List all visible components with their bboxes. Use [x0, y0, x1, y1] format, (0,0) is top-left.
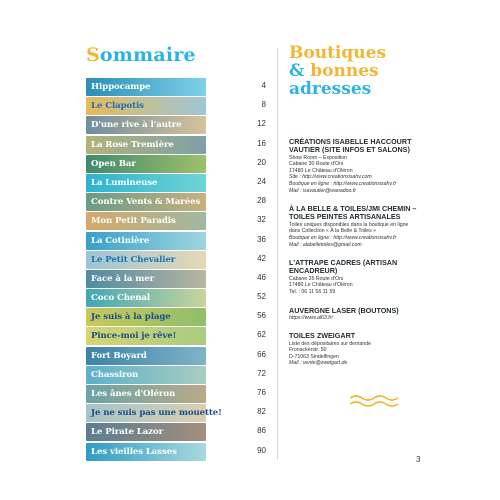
table-of-contents — [86, 44, 266, 462]
toc-item-label: Pince-moi je rêve! — [91, 331, 177, 342]
shop-entry — [289, 138, 439, 194]
toc-row — [86, 174, 266, 193]
toc-item-label: Les vieilles Lasses — [91, 446, 177, 457]
toc-item-label: Le Clapotis — [91, 101, 144, 112]
toc-item-label: Fort Boyard — [91, 350, 147, 361]
shop-detail-line: Toiles uniques disponibles dans la boutique en ligne — [289, 221, 409, 228]
column-divider — [277, 48, 278, 460]
toc-item-page: 42 — [257, 253, 266, 263]
toc-row — [86, 78, 266, 97]
toc-item-page: 72 — [257, 368, 266, 378]
toc-item-label: Mon Petit Paradis — [91, 216, 176, 227]
toc-item-label: La Lumineuse — [91, 177, 158, 188]
shop-name: TOILES ZWEIGART — [289, 331, 356, 341]
toc-item-page: 46 — [257, 272, 266, 282]
toc-row — [86, 155, 266, 174]
wave-decoration — [350, 394, 400, 408]
toc-row — [86, 385, 266, 404]
shop-detail-line: Site : http://www.creationsisahv.com — [289, 174, 372, 181]
toc-row — [86, 251, 266, 270]
shop-detail-line: https://www.al63.fr/ — [289, 314, 333, 321]
toc-item-label: Je suis à la plage — [91, 312, 171, 323]
toc-item-page: 56 — [257, 311, 266, 321]
toc-item-page: 90 — [257, 445, 266, 455]
toc-item-page: 16 — [257, 138, 266, 148]
toc-row — [86, 97, 266, 116]
toc-item-label: Contre Vents & Marées — [91, 197, 201, 208]
shop-detail-line: Fronackerstr. 50 — [289, 347, 327, 354]
toc-item-page: 8 — [261, 100, 266, 110]
toc-item-label: Le Pirate Lazor — [91, 427, 164, 438]
shop-entry — [289, 205, 439, 248]
toc-row — [86, 232, 266, 251]
toc-row — [86, 308, 266, 327]
shop-detail-line: Boutique en ligne : http://www.creationsisahv.fr — [289, 180, 397, 187]
shop-detail-line: Liste des dépositaires sur demande — [289, 340, 371, 347]
toc-row — [86, 212, 266, 231]
toc-item-label: D'une rive à l'autre — [91, 120, 182, 131]
shop-name: CRÉATIONS ISABELLE HACCOURT VAUTIER (SITE INFOS ET SALONS) — [289, 137, 412, 155]
toc-item-page: 86 — [257, 426, 266, 436]
toc-item-label: Je ne suis pas une mouette! — [91, 408, 222, 419]
shop-detail-line: Cabane 25 Route d'Ors — [289, 275, 344, 282]
toc-item-page: 28 — [257, 196, 266, 206]
shop-detail-line: Mail : vente@zweigart.de — [289, 360, 348, 367]
shop-name: AUVERGNE LASER (BOUTONS) — [289, 305, 399, 315]
shop-detail-line: 17480 Le Château d'Oléron — [289, 167, 353, 174]
shop-detail-line: dans Collection « À la Belle & Toiles » — [289, 228, 376, 235]
shop-detail-line: Tel. : 06 11 56 11 59 — [289, 288, 336, 295]
toc-item-page: 76 — [257, 388, 266, 397]
toc-item-page: 20 — [257, 157, 266, 167]
shop-entry — [289, 259, 439, 295]
shops-section — [289, 44, 439, 378]
toc-row — [86, 443, 266, 462]
toc-item-page: 12 — [257, 119, 266, 129]
shop-detail-line: Mail : alabelletoiles@gmail.com — [289, 241, 362, 248]
toc-title: Sommaire — [86, 44, 196, 66]
toc-item-label: Hippocampe — [91, 82, 151, 92]
toc-item-label: La Cotinière — [91, 235, 150, 246]
toc-row — [86, 347, 266, 366]
toc-row — [86, 366, 266, 385]
toc-row — [86, 116, 266, 135]
toc-row — [86, 423, 266, 442]
toc-item-page: 36 — [257, 234, 266, 244]
shops-title: Boutiques & bonnes adresses — [289, 43, 387, 99]
toc-item-page: 32 — [257, 215, 266, 225]
toc-item-label: La Rose Tremière — [91, 139, 174, 150]
toc-item-label: Coco Chenal — [91, 293, 151, 304]
toc-row — [86, 404, 266, 423]
shop-detail-line: Boutique en ligne : http://www.creationsisahv.fr — [289, 234, 397, 241]
toc-item-label: Les ânes d'Oléron — [91, 389, 176, 399]
toc-item-page: 82 — [257, 407, 266, 417]
toc-item-label: Chassiron — [91, 369, 139, 380]
toc-item-label: Open Bar — [91, 158, 136, 169]
toc-item-label: Face à la mer — [91, 273, 155, 284]
shop-detail-line: Mail : isavautier@wanadoo.fr — [289, 187, 356, 194]
shop-detail-line: D-71063 Sindelfingen — [289, 353, 339, 360]
toc-item-page: 62 — [257, 330, 266, 340]
shop-detail-line: Cabane 30 Route d'Ors — [289, 161, 344, 168]
toc-item-label: Le Petit Chevalier — [91, 254, 176, 265]
toc-list — [86, 78, 266, 461]
toc-item-page: 24 — [257, 176, 266, 186]
toc-row — [86, 136, 266, 155]
shop-name: L'ATTRAPE CADRES (ARTISAN ENCADREUR) — [289, 258, 398, 276]
shop-entries — [289, 138, 439, 367]
toc-item-page: 52 — [257, 292, 266, 302]
toc-item-page: 4 — [261, 81, 266, 90]
toc-row — [86, 193, 266, 212]
shop-detail-line: 17480 Le Château d'Oléron — [289, 282, 353, 289]
shop-entry — [289, 307, 439, 322]
toc-row — [86, 327, 266, 346]
shop-name: À LA BELLE & TOILES/JMI CHEMIN – TOILES PEINTES ARTISANALES — [289, 204, 417, 222]
shop-entry — [289, 332, 439, 367]
toc-row — [86, 289, 266, 308]
shop-detail-line: Show Room – Exposition — [289, 154, 347, 161]
toc-item-page: 66 — [257, 349, 266, 359]
page-number: 3 — [416, 455, 421, 464]
toc-row — [86, 270, 266, 289]
